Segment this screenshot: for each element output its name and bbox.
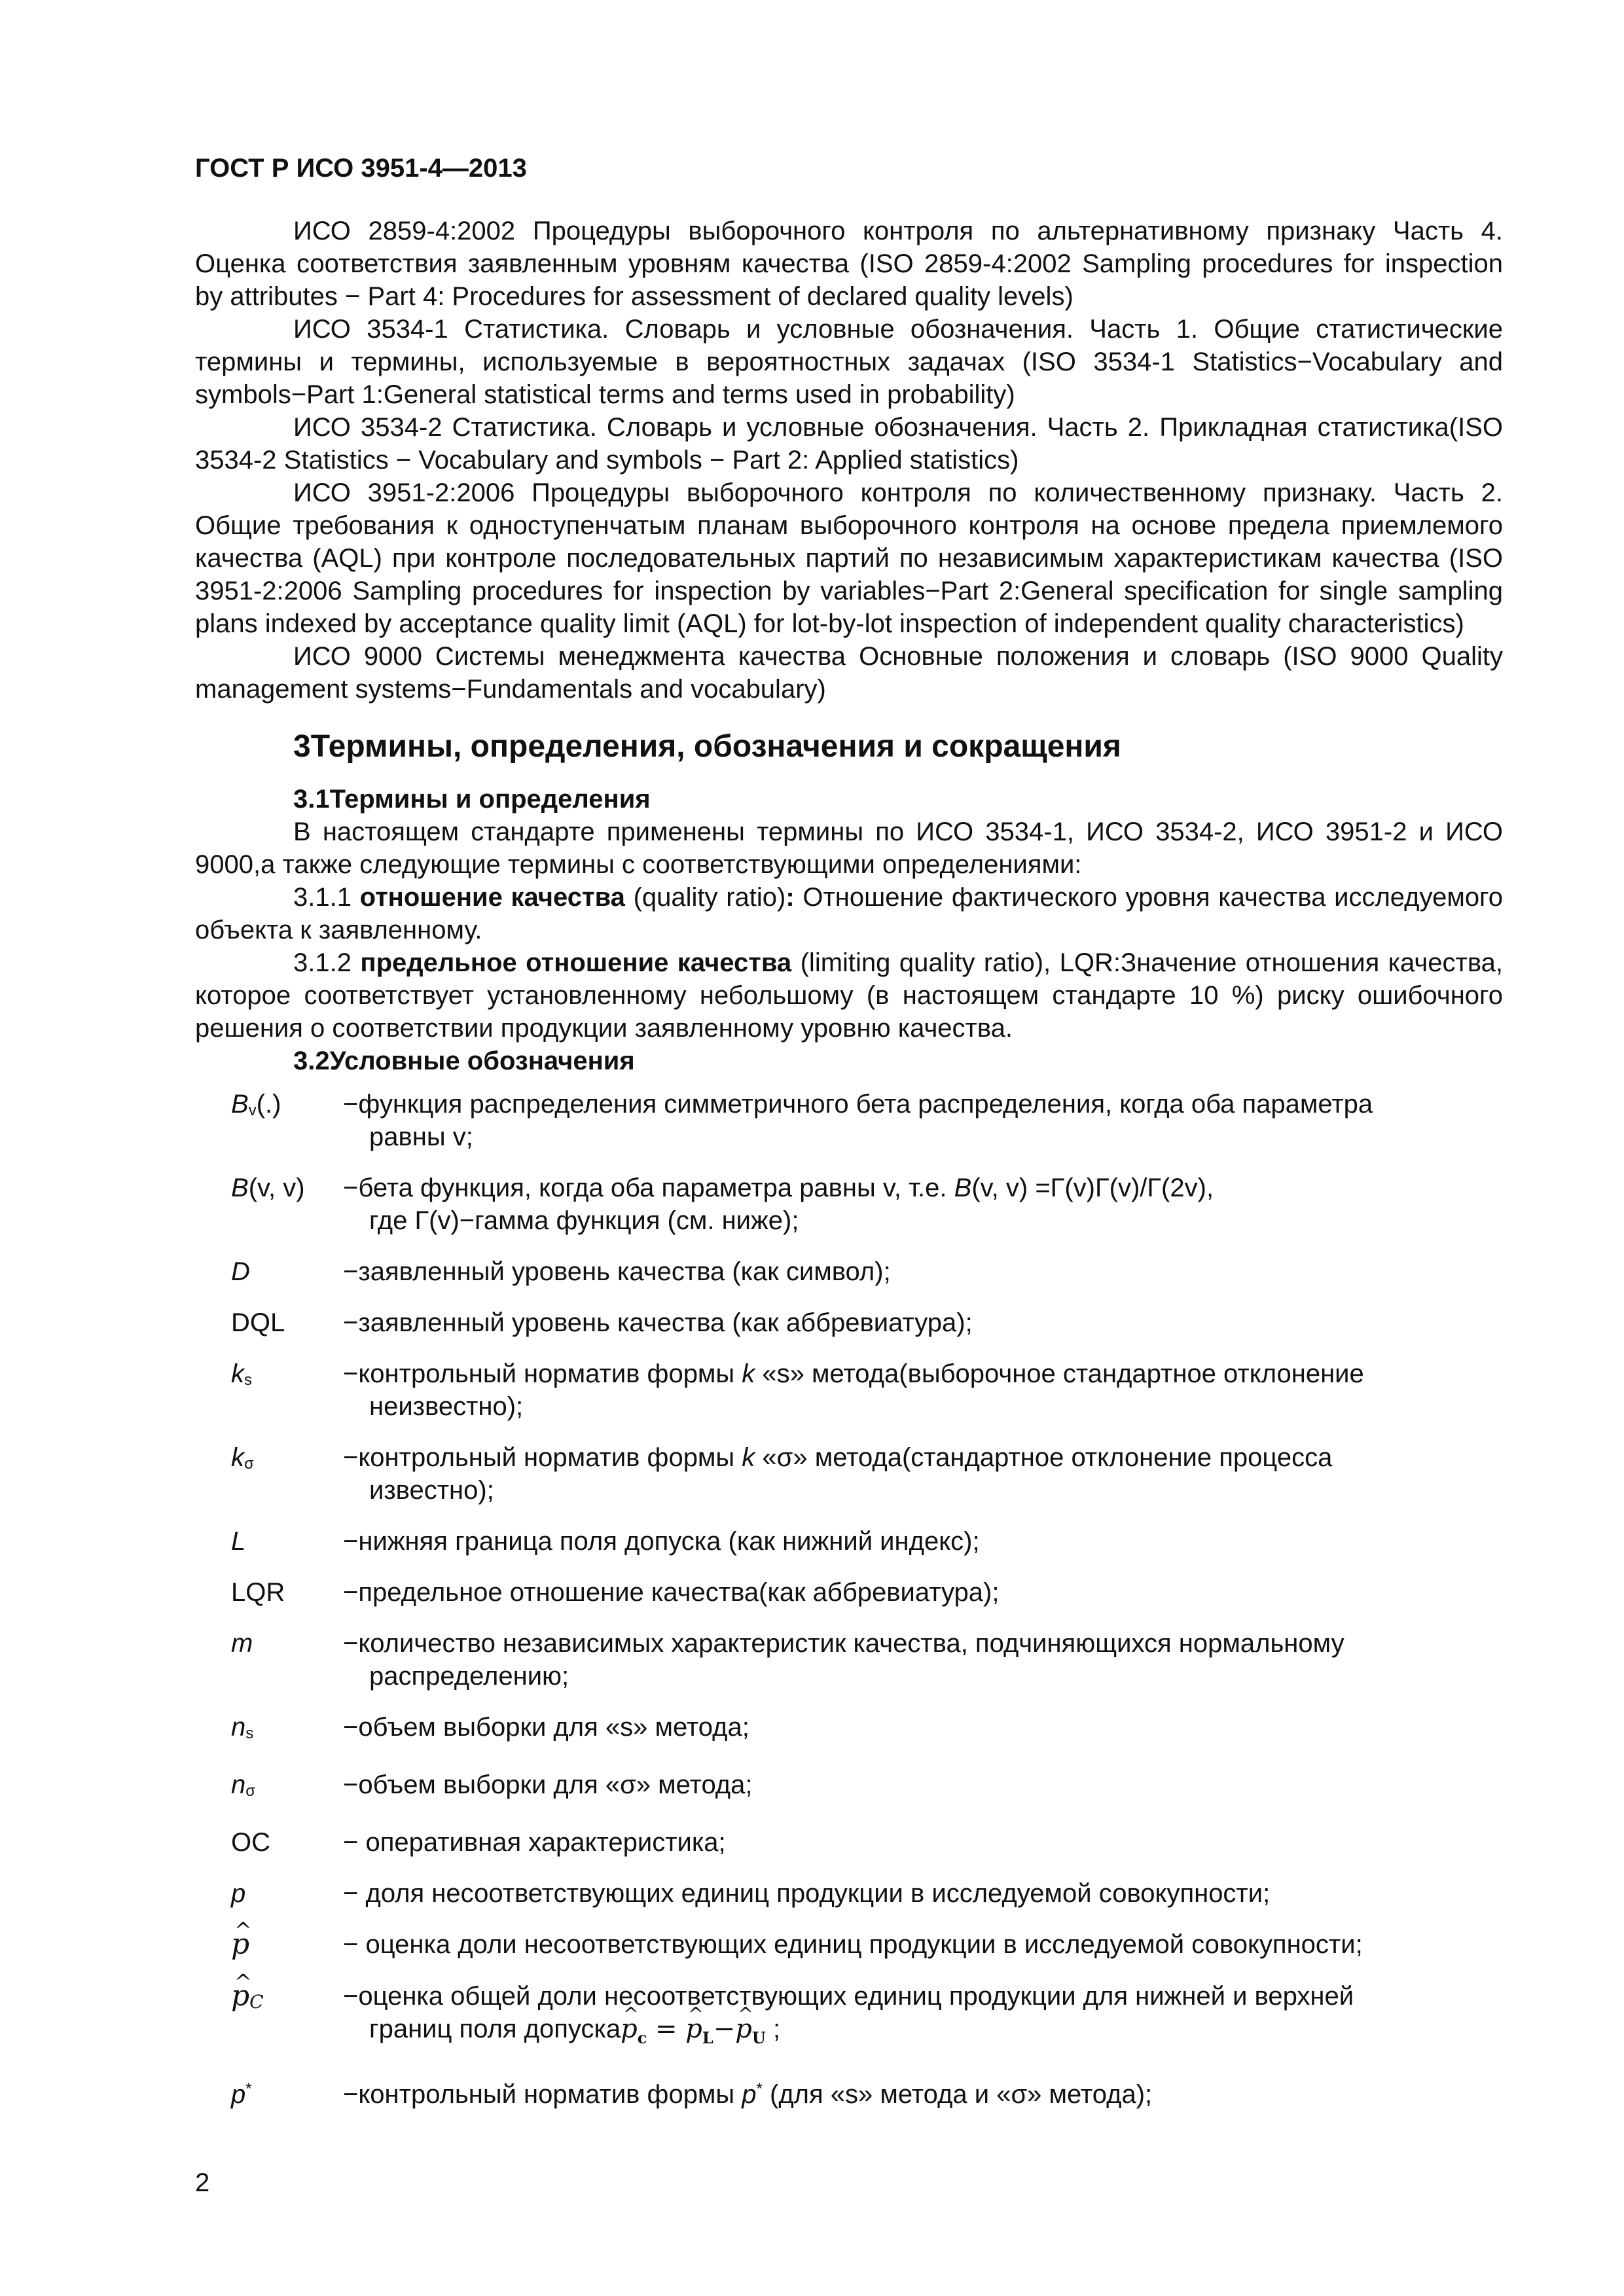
- reference-iso-3951-2: ИСО 3951-2:2006 Процедуры выборочного контроля по количественному признаку. Часть 2. Общие требования к одноступенчатым планам выборочного контроля на основе предела приемлемого качества (AQL) при контроле последовательных партий по независимым характеристикам качества (ISO 3951-2:2006 Sampling procedures for inspection by variables−Part 2:General specification for single sampling plans indexed by acceptance quality limit (AQL) for lot-by-lot inspection of independent quality characteristics): [195, 478, 1503, 638]
- reference-iso-2859-4: ИСО 2859-4:2002 Процедуры выборочного контроля по альтернативному признаку Часть 4. Оценка соответствия заявленным уровням качества (ISO 2859-4:2002 Sampling procedures for inspection by attributes − Part 4: Procedures for assessment of declared quality levels): [195, 217, 1503, 311]
- definition-colon: :: [785, 883, 795, 912]
- formula: ^ $p_c$ = ^ $p_L-\^{}$ $p_U$: [621, 2014, 766, 2044]
- section-3-title: 3Термины, определения, обозначения и сокращения: [293, 729, 1121, 764]
- symbol: $k_\sigma$: [231, 1443, 254, 1473]
- symbol-row: [195, 1088, 1503, 1153]
- symbol: $n_s$: [231, 1713, 254, 1742]
- standard-header: ГОСТ Р ИСО 3951-4—2013: [195, 154, 527, 183]
- symbol-description: − оценка доли несоответствующих единиц продукции в исследуемой совокупности;: [343, 1930, 1363, 1959]
- reference-iso-3534-1: ИСО 3534-1 Статистика. Словарь и условные обозначения. Часть 1. Общие статистические термины и термины, используемые в вероятностных задачах (ISO 3534-1 Statistics−Vocabulary and symbols−Part 1:General statistical terms and terms used in probability): [195, 315, 1503, 409]
- symbol-description: −количество независимых характеристик качества, подчиняющихся нормальному распределению;: [343, 1629, 1344, 1691]
- symbol: DQL: [231, 1308, 285, 1337]
- symbol: OC: [231, 1828, 270, 1857]
- symbol-description: −объем выборки для «s» метода;: [343, 1713, 749, 1742]
- symbols-list: [195, 1088, 1503, 2129]
- symbol-row: [195, 1576, 1503, 1609]
- symbol-description: − доля несоответствующих единиц продукции в исследуемой совокупности;: [343, 1879, 1271, 1908]
- symbol-row: [195, 2073, 1503, 2111]
- symbol: $n_\sigma$: [231, 1770, 256, 1800]
- symbol-description: −заявленный уровень качества (как аббревиатура);: [343, 1308, 973, 1337]
- terms-intro: В настоящем стандарте применены термины по ИСО 3534-1, ИСО 3534-2, ИСО 3951-2 и ИСО 9000,а также следующие термины с соответствующими определениями:: [195, 817, 1503, 879]
- symbol-description: −нижняя граница поля допуска (как нижний индекс);: [343, 1527, 980, 1556]
- symbol-description: −оценка общей доли несоответствующих единиц продукции для нижней и верхней границ поля допуска^ $p_c$ = ^ $p_L-\^{}$ $p_U$ ;: [343, 1980, 1503, 2054]
- symbol-row: [195, 1711, 1503, 1750]
- symbol-row: [195, 1928, 1503, 1962]
- definition-number: 3.1.1: [293, 883, 360, 912]
- symbol: L: [231, 1527, 246, 1556]
- symbol-row: [195, 1255, 1503, 1288]
- reference-iso-3534-2: ИСО 3534-2 Статистика. Словарь и условные обозначения. Часть 2. Прикладная статистика(ISO 3534-2 Statistics − Vocabulary and symbols − Part 2: Applied statistics): [195, 413, 1503, 475]
- definition-term: отношение качества: [359, 883, 625, 912]
- symbol-row: [195, 1441, 1503, 1507]
- symbol: D: [231, 1257, 250, 1286]
- subsection-3-2-title: 3.2Условные обозначения: [293, 1047, 635, 1075]
- reference-iso-9000: ИСО 9000 Системы менеджмента качества Основные положения и словарь (ISO 9000 Quality management systems−Fundamentals and vocabulary): [195, 642, 1503, 704]
- symbol-description: −объем выборки для «σ» метода;: [343, 1770, 753, 1799]
- symbol-description: − оперативная характеристика;: [343, 1828, 726, 1857]
- subsection-3-1-title: 3.1Термины и определения: [293, 785, 651, 814]
- page-number: 2: [195, 2168, 210, 2197]
- symbol: ^ $p_C$: [195, 1980, 343, 2018]
- symbol: p*: [231, 2080, 252, 2109]
- symbol-row: [195, 1877, 1503, 1910]
- symbol: m: [231, 1629, 253, 1658]
- document-body: [195, 215, 1503, 1077]
- symbol-description: −функция распределения симметричного бета распределения, когда оба параметра равны v;: [343, 1090, 1373, 1151]
- symbol-row: [195, 1357, 1503, 1423]
- symbol-description: −предельное отношение качества(как аббревиатура);: [343, 1578, 1000, 1607]
- symbol-row: [195, 1306, 1503, 1339]
- symbol-description: −бета функция, когда оба параметра равны v, т.е. B(v, v) =Г(v)Г(v)/Г(2v), где Г(v)−гамма функция (см. ниже);: [343, 1174, 1214, 1235]
- symbol-row: [195, 1768, 1503, 1808]
- definition-english: (quality ratio): [624, 883, 786, 912]
- symbol-row: [195, 1980, 1503, 2054]
- symbol-row: [195, 1172, 1503, 1237]
- definition-3-1-2: [195, 946, 1503, 1045]
- symbol: LQR: [231, 1578, 285, 1607]
- definition-number: 3.1.2: [293, 948, 361, 977]
- symbol-row: [195, 1826, 1503, 1859]
- definition-text: Отношение фактического уровня качества исследуемого объекта к заявленному.: [195, 883, 1504, 944]
- symbol: B(v, v): [231, 1174, 305, 1202]
- definition-text: (limiting quality ratio), LQR:Значение отношения качества, которое соответствует установленному небольшому (в настоящем стандарте 10 %) риску ошибочного решения о соответствии продукции заявленному уровню качества.: [195, 948, 1503, 1043]
- symbol: $k_s$: [231, 1359, 252, 1389]
- symbol-description: −контрольный норматив формы k «s» метода(выборочное стандартное отклонение неизвестно);: [343, 1359, 1364, 1421]
- symbol-description: −контрольный норматив формы k «σ» метода(стандартное отклонение процесса известно);: [343, 1443, 1333, 1505]
- symbol: $B_v(.)$: [231, 1090, 281, 1119]
- definition-term: предельное отношение качества: [360, 948, 792, 977]
- symbol-description: −контрольный норматив формы p* (для «s» метода и «σ» метода);: [343, 2080, 1153, 2109]
- symbol: ^ p: [195, 1928, 343, 1962]
- definition-3-1-1: [195, 881, 1503, 946]
- symbol-description: −заявленный уровень качества (как символ);: [343, 1257, 891, 1286]
- symbol-row: [195, 1525, 1503, 1558]
- symbol-row: [195, 1627, 1503, 1693]
- symbol: p: [231, 1879, 246, 1908]
